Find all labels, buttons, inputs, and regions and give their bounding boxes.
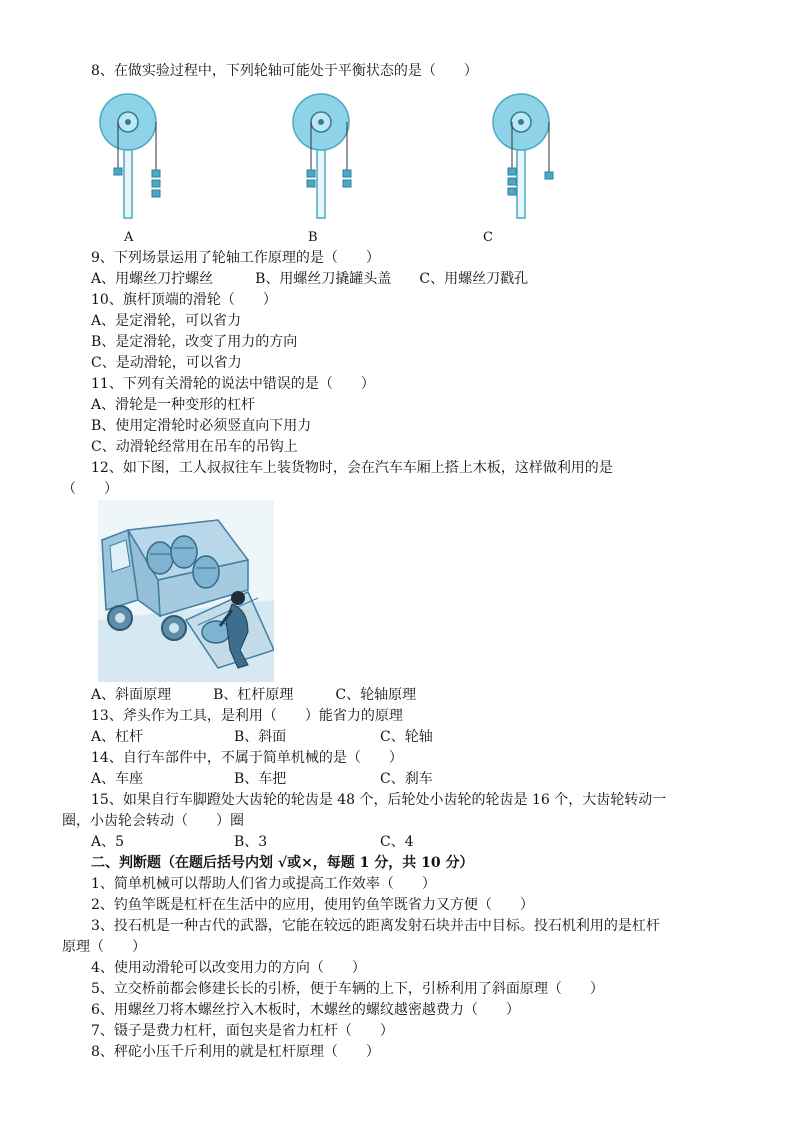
q10-option-b: B、是定滑轮，改变了用力的方向 (91, 334, 298, 350)
q11-option-c: C、动滑轮经常用在吊车的吊钩上 (91, 439, 298, 455)
judge-item-continuation: 原理（ ） (62, 939, 146, 955)
q12-options: A、斜面原理 B、杠杆原理 C、轮轴原理 (91, 687, 417, 703)
q13-stem: 13、斧头作为工具，是利用（ ）能省力的原理 (91, 708, 403, 724)
q15-stem-line1: 15、如果自行车脚蹬处大齿轮的轮齿是 48 个，后轮处小齿轮的轮齿是 16 个，大齿轮转动一 (91, 792, 667, 808)
wheel-axle-figure-a (98, 92, 168, 222)
judge-item: 7、镊子是费力杠杆，面包夹是省力杠杆（ ） (91, 1023, 394, 1039)
q9-options: A、用螺丝刀拧螺丝 B、用螺丝刀撬罐头盖 C、用螺丝刀戳孔 (91, 271, 529, 287)
figure-label-b: B (308, 230, 318, 245)
wheel-axle-figure-c (491, 92, 561, 222)
q14-option-a: A、车座 (91, 771, 144, 787)
q10-option-a: A、是定滑轮，可以省力 (91, 313, 242, 329)
figure-label-c: C (483, 230, 493, 245)
q10-option-c: C、是动滑轮，可以省力 (91, 355, 242, 371)
q11-option-b: B、使用定滑轮时必须竖直向下用力 (91, 418, 312, 434)
q9-stem: 9、下列场景运用了轮轴工作原理的是（ ） (91, 250, 380, 266)
q13-option-b: B、斜面 (234, 729, 287, 745)
q8-stem: 8、在做实验过程中，下列轮轴可能处于平衡状态的是（ ） (91, 63, 478, 79)
q15-stem-line2: 圈，小齿轮会转动（ ）圈 (62, 813, 244, 829)
q11-stem: 11、下列有关滑轮的说法中错误的是（ ） (91, 376, 375, 392)
q15-option-a: A、5 (91, 834, 125, 850)
judge-item: 6、用螺丝刀将木螺丝拧入木板时，木螺丝的螺纹越密越费力（ ） (91, 1002, 520, 1018)
judge-item: 4、使用动滑轮可以改变用力的方向（ ） (91, 960, 366, 976)
judge-item: 8、秤砣小压千斤利用的就是杠杆原理（ ） (91, 1044, 380, 1060)
q13-option-c: C、轮轴 (380, 729, 433, 745)
q14-option-b: B、车把 (234, 771, 287, 787)
judge-item: 2、钓鱼竿既是杠杆在生活中的应用，使用钓鱼竿既省力又方便（ ） (91, 897, 534, 913)
q12-stem-line2: （ ） (62, 481, 118, 497)
judge-item: 1、简单机械可以帮助人们省力或提高工作效率（ ） (91, 876, 436, 892)
judge-item: 5、立交桥前都会修建长长的引桥，便于车辆的上下，引桥利用了斜面原理（ ） (91, 981, 604, 997)
q15-option-c: C、4 (380, 834, 414, 850)
wheel-axle-figure-b (291, 92, 361, 222)
q13-option-a: A、杠杆 (91, 729, 144, 745)
q14-option-c: C、刹车 (380, 771, 433, 787)
q11-option-a: A、滑轮是一种变形的杠杆 (91, 397, 256, 413)
q10-stem: 10、旗杆顶端的滑轮（ ） (91, 292, 277, 308)
q14-stem: 14、自行车部件中，不属于简单机械的是（ ） (91, 750, 403, 766)
section2-title: 二、判断题（在题后括号内划 √或×，每题 1 分，共 10 分） (91, 855, 474, 871)
q15-option-b: B、3 (234, 834, 268, 850)
truck-loading-illustration (98, 500, 274, 682)
q12-stem-line1: 12、如下图，工人叔叔往车上装货物时，会在汽车车厢上搭上木板，这样做利用的是 (91, 460, 613, 476)
figure-label-a: A (124, 230, 134, 245)
judge-item: 3、投石机是一种古代的武器，它能在较远的距离发射石块并击中目标。投石机利用的是杠杆 (91, 918, 660, 934)
